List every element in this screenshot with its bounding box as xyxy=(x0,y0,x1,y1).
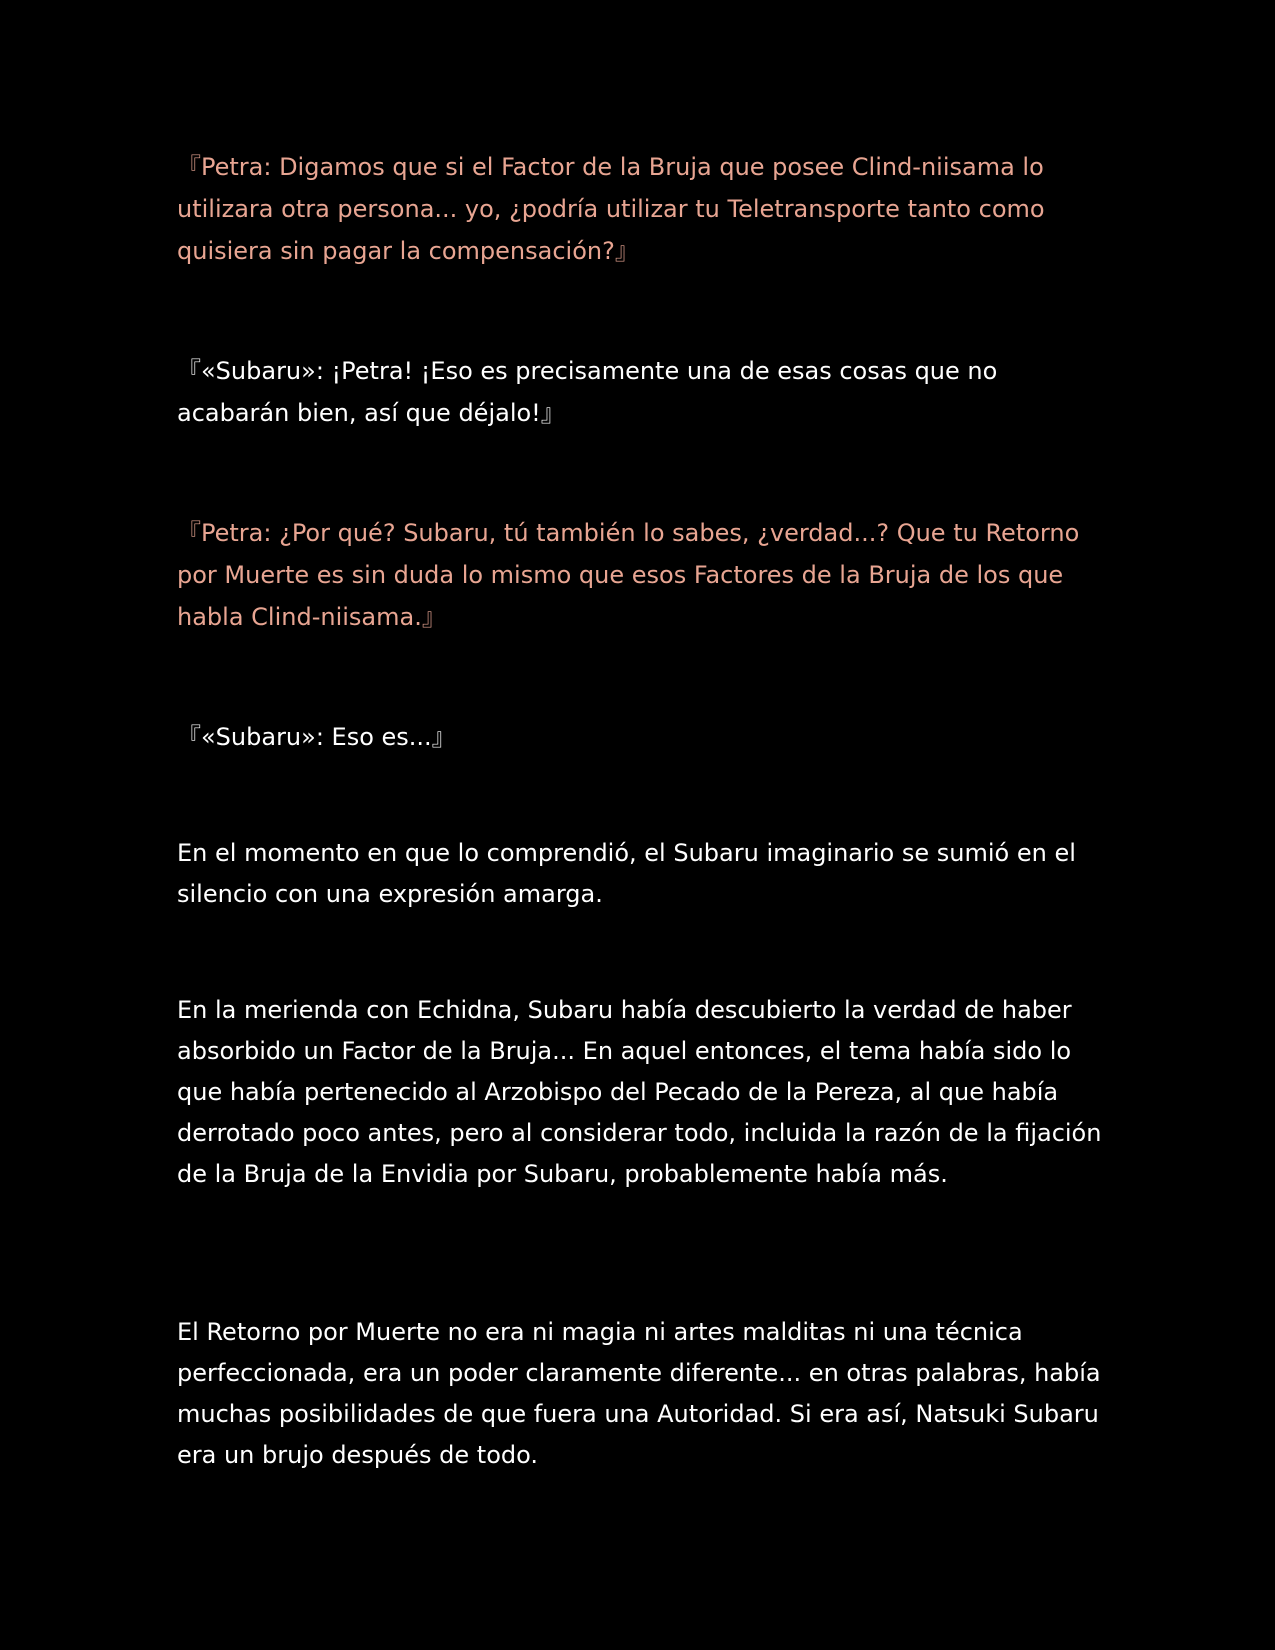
dialogue-subaru-2: 『«Subaru»: Eso es...』 xyxy=(177,723,456,751)
dialogue-petra-1: 『Petra: Digamos que si el Factor de la Bruja que posee Clind-niisama lo utilizara otra persona... yo, ¿podría utilizar tu Teletransporte tanto como quisiera sin pagar la compensación?』 xyxy=(177,153,1045,265)
dialogue-petra-2: 『Petra: ¿Por qué? Subaru, tú también lo sabes, ¿verdad...? Que tu Retorno por Muerte es sin duda lo mismo que esos Factores de la Bruja de los que habla Clind-niisama.』 xyxy=(177,519,1080,631)
narration-paragraph-3: El Retorno por Muerte no era ni magia ni artes malditas ni una técnica perfeccionada, era un poder claramente diferente... en otras palabras, había muchas posibilidades de que fuera una Autoridad. Si era así, Natsuki Subaru era un brujo después de todo. xyxy=(177,1318,1101,1469)
narration-paragraph-2: En la merienda con Echidna, Subaru había descubierto la verdad de haber absorbido un Factor de la Bruja... En aquel entonces, el tema había sido lo que había pertenecido al Arzobispo del Pecado de la Pereza, al que había derrotado poco antes, pero al considerar todo, incluida la razón de la fijación de la Bruja de la Envidia por Subaru, probablemente había más. xyxy=(177,996,1102,1188)
narration-paragraph-1: En el momento en que lo comprendió, el Subaru imaginario se sumió en el silencio con una expresión amarga. xyxy=(177,839,1076,908)
dialogue-subaru-1: 『«Subaru»: ¡Petra! ¡Eso es precisamente una de esas cosas que no acabarán bien, así que déjalo!』 xyxy=(177,357,998,427)
